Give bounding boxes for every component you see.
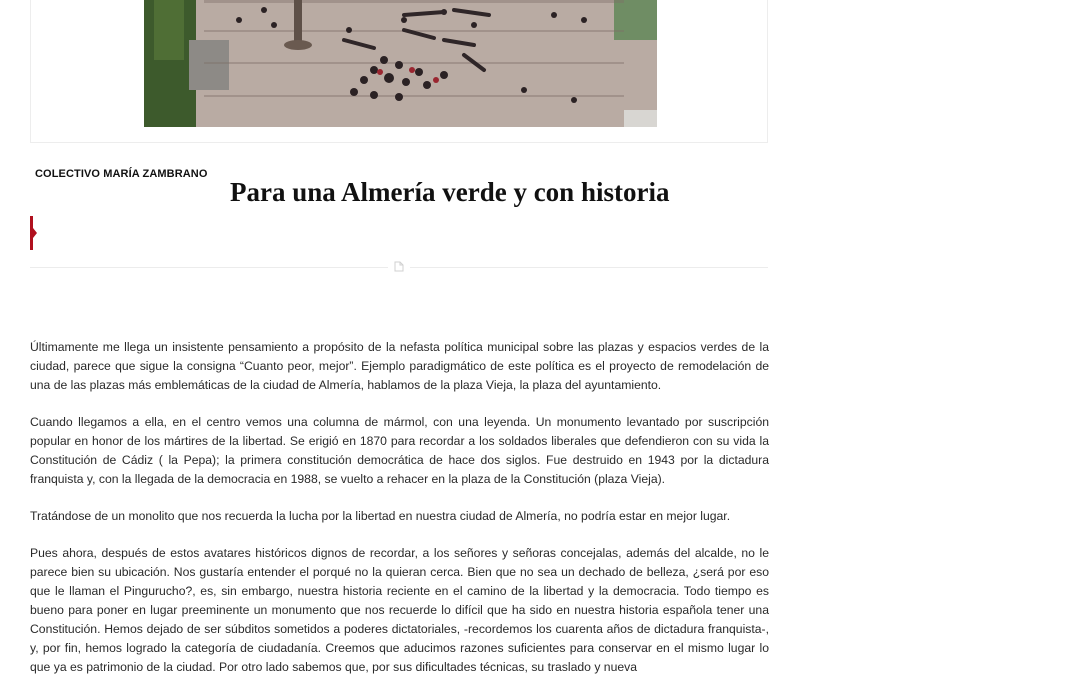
accent-marker-tip — [33, 228, 37, 238]
page-corner-icon — [394, 261, 404, 272]
section-divider-left — [30, 267, 388, 268]
author-label: COLECTIVO MARÍA ZAMBRANO — [35, 168, 208, 180]
article-paragraph: Pues ahora, después de estos avatares históricos dignos de recordar, a los señores y señoras concejalas, además del alcalde, no le parece bien su ubicación. Nos gustaría entender el porqué no la quieran cerca. Bien que no sea un dechado de belleza, ¿será por eso que le llaman el Pingurucho?, es, sin embargo, nuestra historia reciente en el camino de la libertad y la democracia. Todo tiempo es bueno para poner en lugar preeminente un monumento que nos recuerde lo difícil que ha sido en nuestra historia española tener una Constitución. Hemos dejado de ser súbditos sometidos a poderes dictatoriales, -recordemos los cuarenta años de dictadura franquista-, y, por fin, hemos logrado la categoría de ciudadanía. Creemos que aducimos razones suficientes para conservar en el mismo lugar lo que ya es patrimonio de la ciudad. Por otro lado sabemos que, por sus dificultades técnicas, su traslado y nueva — [30, 546, 769, 674]
article-image-card — [30, 0, 768, 143]
article-paragraph: Últimamente me llega un insistente pensamiento a propósito de la nefasta política municipal sobre las plazas y espacios verdes de la ciudad, parece que sigue la consigna “Cuanto peor, mejor”. Ejemplo paradigmático de este política es el proyecto de remodelación de una de las plazas más emblemáticas de la ciudad de Almería, hablamos de la plaza Vieja, la plaza del ayuntamiento. — [30, 340, 769, 392]
article-title: Para una Almería verde y con historia — [230, 177, 670, 207]
article-body — [30, 338, 769, 695]
article-paragraph: Cuando llegamos a ella, en el centro vemos una columna de mármol, con una leyenda. Un monumento levantado por suscripción popular en honor de los mártires de la libertad. Se erigió en 1870 para recordar a los soldados liberales que defendieron con su vida la Constitución de Cádiz ( la Pepa); la primera constitución democrática de hace dos siglos. Fue destruido en 1943 por la dictadura franquista y, con la llegada de la democracia en 1988, se vuelto a rehacer en la plaza de la Constitución (plaza Vieja). — [30, 415, 769, 486]
article-photo-plaza — [144, 0, 657, 127]
section-divider-right — [410, 267, 768, 268]
plaza-photo-drawing — [144, 0, 657, 127]
article-paragraph: Tratándose de un monolito que nos recuerda la lucha por la libertad en nuestra ciudad de Almería, no podría estar en mejor lugar. — [30, 509, 731, 523]
